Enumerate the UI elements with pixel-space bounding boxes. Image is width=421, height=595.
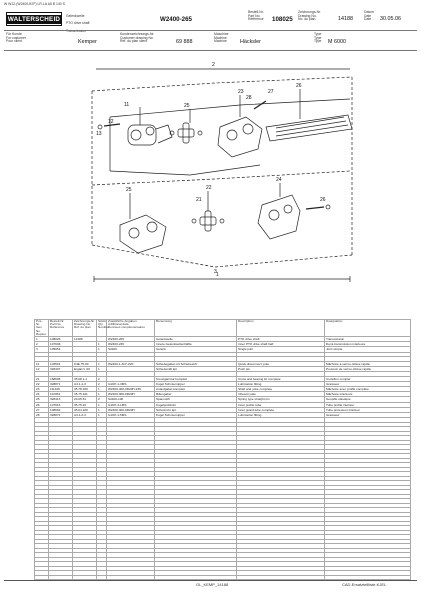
table-cell: Schiebestift kpl. <box>155 366 237 371</box>
walterscheid-logo <box>6 12 62 26</box>
table-cell: Kugel Schmiernippel <box>155 412 237 417</box>
parts-list-table <box>34 319 411 580</box>
customer-label: Für Kunde For customer Pour client <box>6 32 26 44</box>
callout-11: 11 <box>124 102 130 108</box>
table-cell: Tube profilé intérieur <box>325 402 411 407</box>
callout-22: 22 <box>206 185 212 191</box>
table-cell: A3.1-1-3 <box>73 381 97 386</box>
column-header-2: Zeichnungs-Nr. Drawing No. Réf. du plan <box>73 320 97 337</box>
table-cell: Single joint <box>237 347 325 352</box>
table-cell: Spring type straight pin <box>237 397 325 402</box>
table-cell: 20.05.51 <box>73 397 97 402</box>
table-cell: G1KP-1-3MS <box>107 381 155 386</box>
customer-value: Kemper <box>78 39 97 45</box>
table-cell: Inboard yoke <box>237 392 325 397</box>
drawing-no-label: Zeichnungs-Nr. Drawing No. No. du plan <box>298 10 321 22</box>
callout-13: 13 <box>96 131 102 137</box>
table-cell: Innere Gelenkwellenhälfte <box>155 342 237 347</box>
table-cell: Kugelprofilrohr <box>155 402 237 407</box>
table-cell: Ergänzt. 00 <box>73 366 97 371</box>
table-cell: Gelenk <box>155 347 237 352</box>
table-cell: 1 <box>97 412 107 417</box>
table-cell: 1 <box>97 407 107 412</box>
table-cell: Tube protecteur intérieur <box>325 407 411 412</box>
column-header-3: Stück Qty. Nombre <box>97 320 107 337</box>
footer-code: GL_KEMP_14188 <box>196 582 229 587</box>
table-cell: 328872 <box>49 412 73 417</box>
table-cell: Spannstift <box>155 397 237 402</box>
table-cell: 28 <box>35 412 49 417</box>
table-cell: Poussoir de verrou-Glisse rapide <box>325 366 411 371</box>
table-cell: Rillengabel <box>155 392 237 397</box>
column-header-7: Désignation <box>325 320 411 337</box>
table-cell: 23 <box>35 386 49 391</box>
table-cell: 112354 <box>49 392 73 397</box>
table-cell: Lubrication fitting <box>237 381 325 386</box>
table-cell: Mâchoire à verrou-Glisse rapide <box>325 361 411 366</box>
table-cell: Schutzrohr kpl. <box>155 407 237 412</box>
footer-rule <box>4 580 417 581</box>
date-value: 30.05.06 <box>380 16 401 22</box>
table-cell: 1 <box>97 402 107 407</box>
callout-24: 24 <box>276 177 282 183</box>
table-cell: G1KP-3-1MS <box>107 402 155 407</box>
table-cell: Quick-disconnect yoke <box>237 361 325 366</box>
logo-text: WALTERSCHEID <box>7 15 61 23</box>
table-cell: Graisseur <box>325 381 411 386</box>
table-cell: 108025 <box>49 337 73 342</box>
table-cell: 108662 <box>49 407 73 412</box>
table-cell: 2 <box>97 397 107 402</box>
callout-26: 26 <box>296 83 302 89</box>
type-label: Type Type Type <box>314 32 322 44</box>
table-cell: 25 <box>35 397 49 402</box>
inboard-yoke <box>218 117 262 157</box>
table-cell: 35.75.101 <box>73 392 97 397</box>
table-cell: 328871 <box>49 381 73 386</box>
customer-drawing-label: Kundenzeichnungs-Nr. Customer drawing No. Réf. du plan client <box>120 32 155 44</box>
table-header-row <box>35 320 411 337</box>
table-cell: 2 <box>35 342 49 347</box>
table-cell: Shaft and yoke complete <box>237 386 325 391</box>
table-cell: G1KP-1-5MS <box>107 412 155 417</box>
table-cell: Croisillon complet <box>325 376 411 381</box>
table-cell: Kugel Schmiernippel <box>155 381 237 386</box>
table-cell: 1 <box>97 347 107 352</box>
empty-table-row <box>35 575 411 580</box>
top-reference-line: W W12-(W2400-B7F) LR-LA A6 B 140 S <box>4 2 65 6</box>
table-cell: S2400-100 <box>107 397 155 402</box>
callout-12: 12 <box>108 119 114 125</box>
table-cell: 22 <box>35 381 49 386</box>
table-cell: 11 <box>35 361 49 366</box>
table-cell: Schiebegabel mit Schiebestift <box>155 361 237 366</box>
table-cell: 21 <box>35 376 49 381</box>
shaft-type-value: W2400-265 <box>160 16 192 23</box>
table-cell: 1 <box>97 392 107 397</box>
type-value: M 6000 <box>328 39 346 45</box>
doc-type-de: Gelenkwelle <box>66 13 85 18</box>
table-cell: 3 <box>35 347 49 352</box>
doc-type-en: PTO drive shaft <box>66 21 90 26</box>
callout-26b: 26 <box>320 197 326 203</box>
table-cell: 2 <box>97 376 107 381</box>
header-bottom-divider <box>4 50 417 51</box>
table-cell: S2400 <box>107 347 155 352</box>
table-cell: W2400-400-0R20H-236 <box>107 386 155 391</box>
table-cell: 111446 <box>49 386 73 391</box>
lower-yoke-left <box>120 215 166 253</box>
table-cell: 328407 <box>49 366 73 371</box>
column-header-0: Pos.-Nr. Item No. Repère <box>35 320 49 337</box>
callout-3: 3 <box>214 269 217 275</box>
callout-25: 25 <box>184 103 190 109</box>
table-cell: Anlaufgabel komplett <box>155 386 237 391</box>
table-cell: 1 <box>97 361 107 366</box>
header-divider <box>4 30 417 31</box>
table-cell: Mâchoire intérieure <box>325 392 411 397</box>
table-cell: W2400-400-0R20H <box>107 392 155 397</box>
table-cell: Cross and bearing kit complete <box>237 376 325 381</box>
table-cell: Goupille élastique <box>325 397 411 402</box>
table-cell: 1 <box>97 386 107 391</box>
table-cell: 35.04.100 <box>73 407 97 412</box>
table-cell: 168695 <box>49 376 73 381</box>
table-cell: A3.1-2-3 <box>73 412 97 417</box>
table-cell: 35.75.10 <box>73 402 97 407</box>
date-label: Datum Date Date <box>364 10 374 22</box>
callout-1: 1 <box>216 272 219 278</box>
table-cell: 2 <box>97 381 107 386</box>
table-cell: W2400-236 <box>107 342 155 347</box>
callout-23: 23 <box>238 89 244 95</box>
table-cell: 26 <box>35 402 49 407</box>
lower-yoke-right <box>258 195 300 239</box>
column-header-6: Description <box>237 320 325 337</box>
column-header-4: Zusätzliche Angaben Additional data Données complémentaires <box>107 320 155 337</box>
table-cell: 105951 <box>49 347 73 352</box>
callout-2: 2 <box>212 62 215 68</box>
table-cell: 103591 <box>49 361 73 366</box>
machine-value: Häcksler <box>240 39 261 45</box>
table-cell: 1 <box>97 342 107 347</box>
callout-28: 28 <box>246 95 252 101</box>
table-cell: Transmission <box>325 337 411 342</box>
drawing-no-value: 14188 <box>338 16 353 22</box>
table-cell: 35.78.100 <box>73 386 97 391</box>
table-cell: 27 <box>35 407 49 412</box>
doc-type-fr: Transmission <box>66 28 87 33</box>
table-cell: 1 <box>35 337 49 342</box>
table-cell: W2400-400-0R20H <box>107 407 155 412</box>
table-body <box>35 337 411 580</box>
upper-yoke-left <box>128 125 172 145</box>
customer-drawing-value: 69 888 <box>176 39 193 45</box>
table-cell: W2400-265 <box>107 337 155 342</box>
callout-25b: 25 <box>126 187 132 193</box>
profile-tube <box>266 115 352 141</box>
part-no-value: 108025 <box>272 16 293 23</box>
callout-27: 27 <box>268 89 274 95</box>
column-header-5: Benennung <box>155 320 237 337</box>
table-cell: PTO drive shaft <box>237 337 325 342</box>
table-cell: 328413 <box>49 397 73 402</box>
table-cell: Demi-transmission intérieure <box>325 342 411 347</box>
table-cell: 14188 <box>73 337 97 342</box>
machine-label: Maschine Machine Machine <box>214 32 229 44</box>
table-cell: 24 <box>35 392 49 397</box>
table-cell: Gelenkwelle <box>155 337 237 342</box>
upper-cross <box>170 123 202 143</box>
footer-list-name: CAD-Ersatzteilliste-KJEL <box>342 582 387 587</box>
table-cell: K3E.75.00 <box>73 361 97 366</box>
table-cell: Lubrication fitting <box>237 412 325 417</box>
table-cell: 1 <box>97 366 107 371</box>
doc-type-label <box>66 11 90 37</box>
lower-cross <box>192 211 224 231</box>
table-cell: Kreuzgarnitur komplett <box>155 376 237 381</box>
table-cell: Joint simple <box>325 347 411 352</box>
table-cell: Inner PTO drive shaft half <box>237 342 325 347</box>
table-cell: 107616 <box>49 402 73 407</box>
table-cell: Inner profile tube <box>237 402 325 407</box>
exploded-view-drawing <box>0 55 421 300</box>
table-cell: 12 <box>35 366 49 371</box>
part-no-label: Bestell-Nr. Part No. Référence <box>248 10 264 22</box>
table-cell: Inner guard tube complete <box>237 407 325 412</box>
table-cell: 35.08.1-1 <box>73 376 97 381</box>
callout-21: 21 <box>196 197 202 203</box>
table-cell: Push pin <box>237 366 325 371</box>
column-header-1: Bestell-Nr. Part No. Référence <box>49 320 73 337</box>
table-cell: Mâchoire avec profilé complète <box>325 386 411 391</box>
table-cell: W2400-1-3/4"-Z20 <box>107 361 155 366</box>
table-cell: 107946 <box>49 342 73 347</box>
table-cell: Graisseur <box>325 412 411 417</box>
